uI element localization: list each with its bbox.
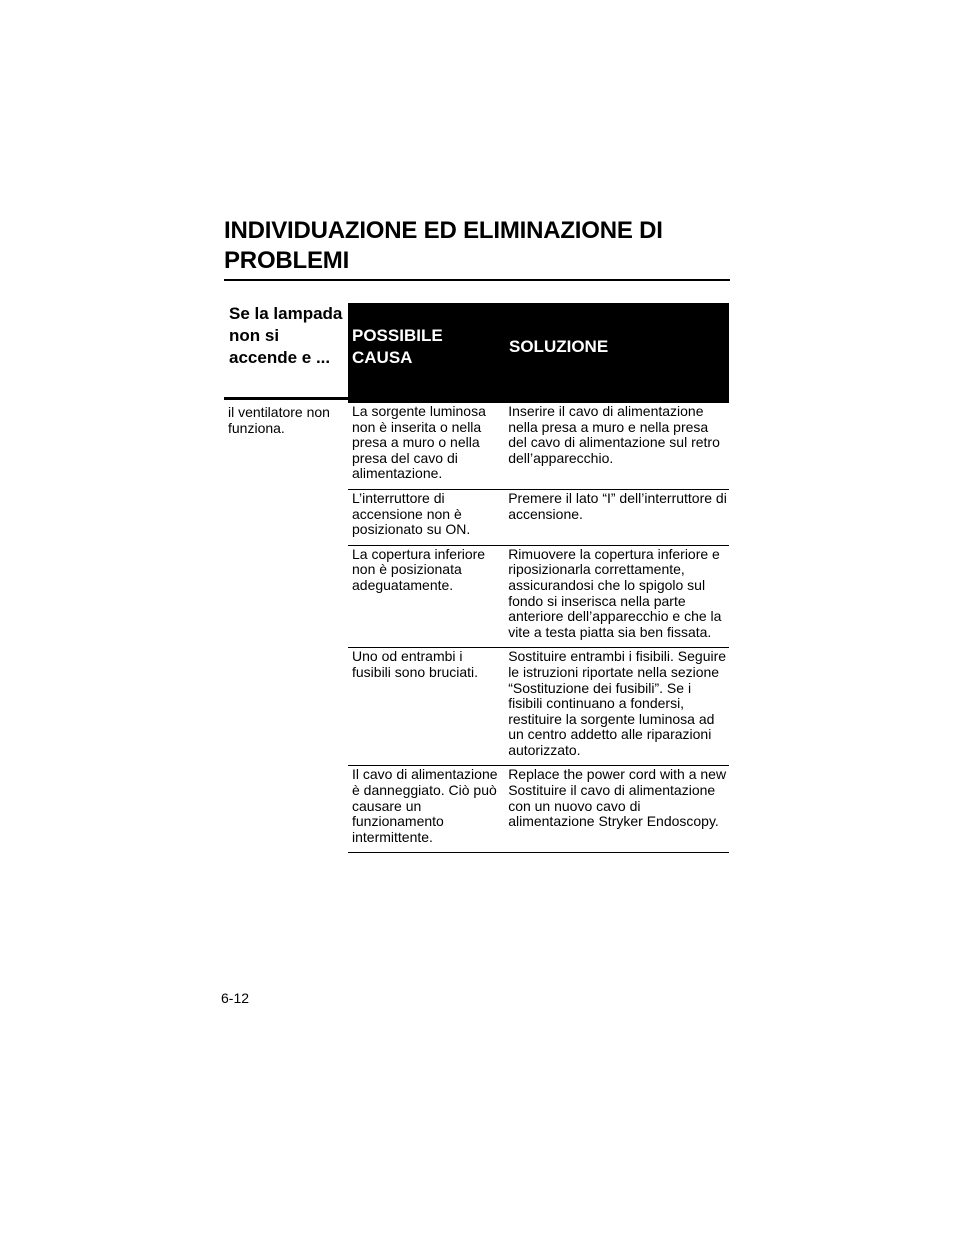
cause-cell: La sorgente luminosa non è inserita o nella presa a muro o nella presa del cavo di alimentazione. <box>352 403 486 482</box>
page-title: INDIVIDUAZIONE ED ELIMINAZIONE DI PROBLEMI <box>224 217 663 274</box>
symptom-column-header <box>224 303 348 400</box>
table-row <box>348 490 729 546</box>
solution-column-header: SOLUZIONE <box>509 337 609 356</box>
cause-cell: La copertura inferiore non è posizionata adeguatamente. <box>352 545 486 593</box>
cause-cell: Il cavo di alimentazione è danneggiato. Ciò può causare un funzionamento intermittente. <box>352 766 498 845</box>
solution-cell: Sostituire entrambi i fisibili. Seguire le istruzioni riportate nella sezione “Sostituzione dei fusibili”. Se i fisibili continuano a fondersi, restituire la sorgente luminosa ad un centro addetto alle riparazioni autorizzato. <box>508 648 727 758</box>
cause-cell: Uno od entrambi i fusibili sono bruciati. <box>352 648 479 680</box>
solution-cell: Inserire il cavo di alimentazione nella presa a muro e nella presa del cavo di alimentazione sul retro dell’apparecchio. <box>508 403 720 466</box>
title-divider <box>224 279 730 281</box>
troubleshooting-rows <box>348 404 729 853</box>
table-row <box>348 766 729 853</box>
table-header-bar <box>348 303 729 403</box>
table-row <box>348 404 729 490</box>
page-number: 6-12 <box>221 990 250 1006</box>
symptom-header-divider <box>224 397 348 400</box>
table-row <box>348 648 729 766</box>
solution-cell: Premere il lato “I” dell’interruttore di accensione. <box>508 489 727 522</box>
symptom-header-label: Se la lampada non si accende e ... <box>229 304 343 367</box>
table-row <box>348 546 729 649</box>
symptom-cell: il ventilatore non funziona. <box>228 404 330 436</box>
cause-cell: L’interruttore di accensione non è posizionato su ON. <box>352 489 471 538</box>
cause-column-header: POSSIBILE CAUSA <box>352 326 443 367</box>
solution-cell: Replace the power cord with a new Sostituire il cavo di alimentazione con un nuovo cavo di alimentazione Stryker Endoscopy. <box>508 766 727 830</box>
solution-cell: Rimuovere la copertura inferiore e riposizionarla correttamente, assicurandosi che lo spigolo sul fondo si inserisca nella parte anteriore dell’apparecchio e che la vite a testa piatta sia ben fissata. <box>508 545 722 640</box>
